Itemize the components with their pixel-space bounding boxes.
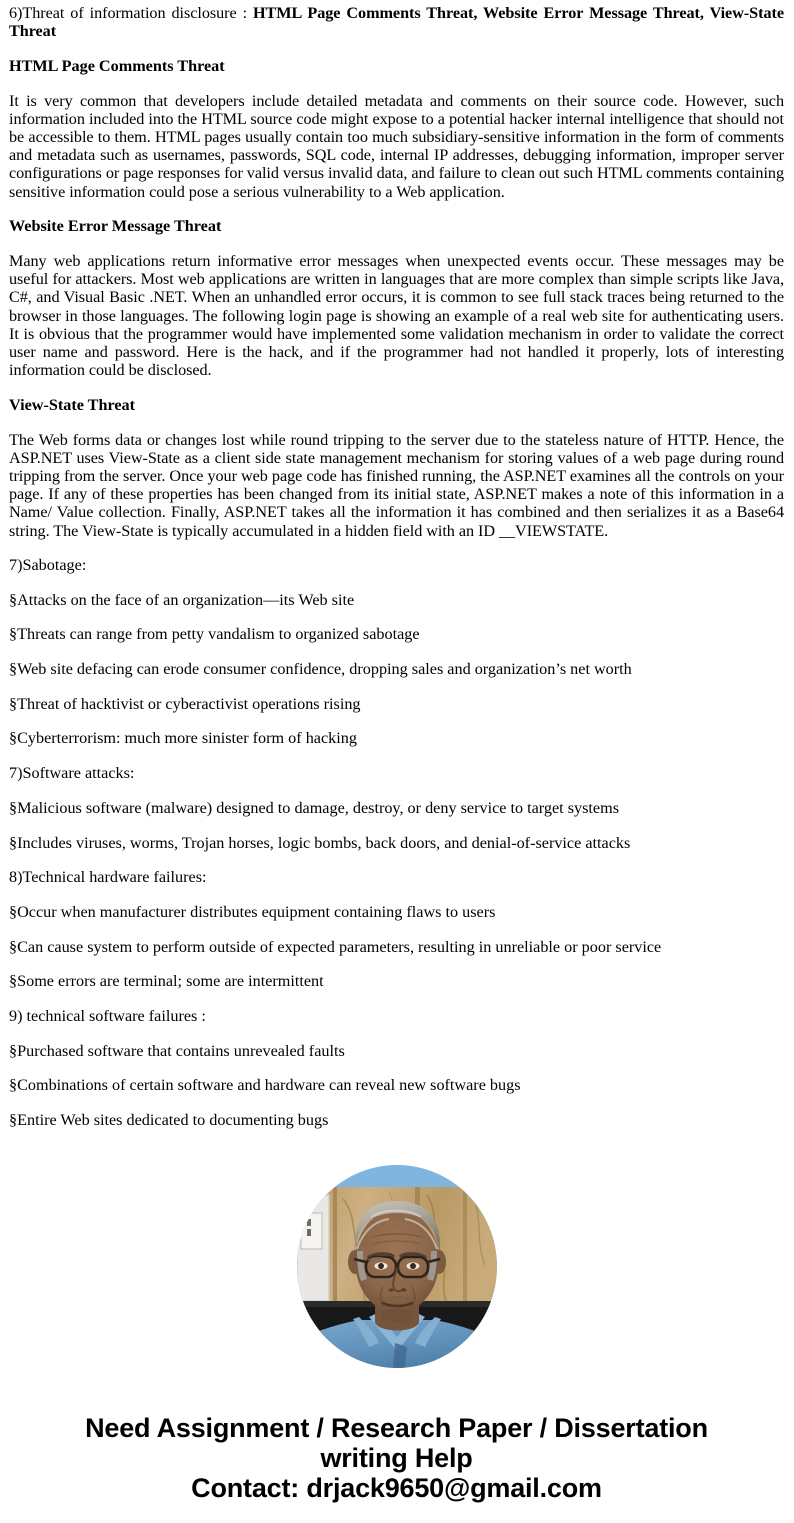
portrait-photo [297, 1165, 497, 1368]
footer-line-3: Contact: drjack9650@gmail.com [191, 1473, 602, 1504]
outline-bullet-item: §Cyberterrorism: much more sinister form of hacking [9, 729, 357, 748]
section-body-view-state-threat: The Web forms data or changes lost while round tripping to the server due to the stateless nature of HTTP. Hence, the ASP.NET uses View-State as a client side state management mechanism for storing values of a web page during round tripping from the server. Once your web page code has finished running, the ASP.NET examines all the controls on your page. If any of these properties has been changed from its initial state, ASP.NET makes a note of this information in a Name/ Value collection. Finally, ASP.NET takes all the information it has combined and then serializes it as a Base64 string. The View-State is typically accumulated in a hidden field with an ID __VIEWSTATE. [9, 430, 784, 540]
intro-paragraph [9, 4, 784, 40]
outline-bullet-item: §Attacks on the face of an organization—its Web site [9, 590, 355, 609]
outline-bullet-item: §Purchased software that contains unrevealed faults [9, 1041, 345, 1060]
outline-number-9-technical-software-failures: 9) technical software failures : [9, 1007, 206, 1026]
outline-bullet-item: §Threats can range from petty vandalism to organized sabotage [9, 625, 420, 644]
intro-bold-list: HTML Page Comments Threat, Website Error Message Threat, View-State Threat [9, 4, 784, 41]
section-heading-html-page-comments-threat: HTML Page Comments Threat [9, 56, 225, 75]
outline-number-7-sabotage: 7)Sabotage: [9, 555, 87, 574]
outline-bullet-item: §Entire Web sites dedicated to documenting bugs [9, 1111, 329, 1130]
portrait-photo-container [9, 1165, 784, 1368]
outline-bullet-item: §Combinations of certain software and hardware can reveal new software bugs [9, 1076, 521, 1095]
section-body-html-page-comments-threat: It is very common that developers include detailed metadata and comments on their source code. However, such information included into the HTML source code might expose to a potential hacker internal intelligence that should not be accessible to them. HTML pages usually contain too much subsidiary-sensitive information in the form of comments and metadata such as usernames, passwords, SQL code, internal IP addresses, debugging information, improper server configurations or page responses for valid versus invalid data, and failure to clean out such HTML comments containing sensitive information could pose a serious vulnerability to a Web application. [9, 91, 784, 201]
outline-number-7-software-attacks: 7)Software attacks: [9, 764, 135, 783]
footer-promo [9, 1413, 784, 1503]
outline-bullet-item: §Can cause system to perform outside of expected parameters, resulting in unreliable or poor service [9, 937, 662, 956]
portrait-image [297, 1165, 497, 1368]
footer-line-1: Need Assignment / Research Paper / Dissertation [85, 1413, 708, 1444]
outline-list [9, 556, 784, 1129]
section-heading-view-state-threat: View-State Threat [9, 395, 136, 414]
outline-bullet-item: §Threat of hacktivist or cyberactivist operations rising [9, 694, 361, 713]
outline-bullet-item: §Some errors are terminal; some are intermittent [9, 972, 324, 991]
outline-bullet-item: §Malicious software (malware) designed to damage, destroy, or deny service to target systems [9, 798, 619, 817]
outline-number-8-technical-hardware-failures: 8)Technical hardware failures: [9, 868, 207, 887]
outline-bullet-item: §Web site defacing can erode consumer confidence, dropping sales and organization’s net worth [9, 659, 632, 678]
section-heading-website-error-message-threat: Website Error Message Threat [9, 217, 222, 236]
outline-bullet-item: §Includes viruses, worms, Trojan horses, logic bombs, back doors, and denial-of-service attacks [9, 833, 631, 852]
footer-line-2: writing Help [320, 1443, 473, 1474]
outline-bullet-item: §Occur when manufacturer distributes equipment containing flaws to users [9, 902, 496, 921]
section-body-website-error-message-threat: Many web applications return informative error messages when unexpected events occur. These messages may be useful for attackers. Most web applications are written in languages that are more complex than simple scripts like Java, C#, and Visual Basic .NET. When an unhandled error occurs, it is common to see full stack traces being returned to the browser in those languages. The following login page is showing an example of a real web site for authenticating users. It is obvious that the programmer would have implemented some validation mechanism in order to validate the correct user name and password. Here is the hack, and if the programmer had not handled it properly, lots of interesting information could be disclosed. [9, 252, 784, 380]
intro-prefix: 6)Threat of information disclosure : [9, 4, 254, 22]
